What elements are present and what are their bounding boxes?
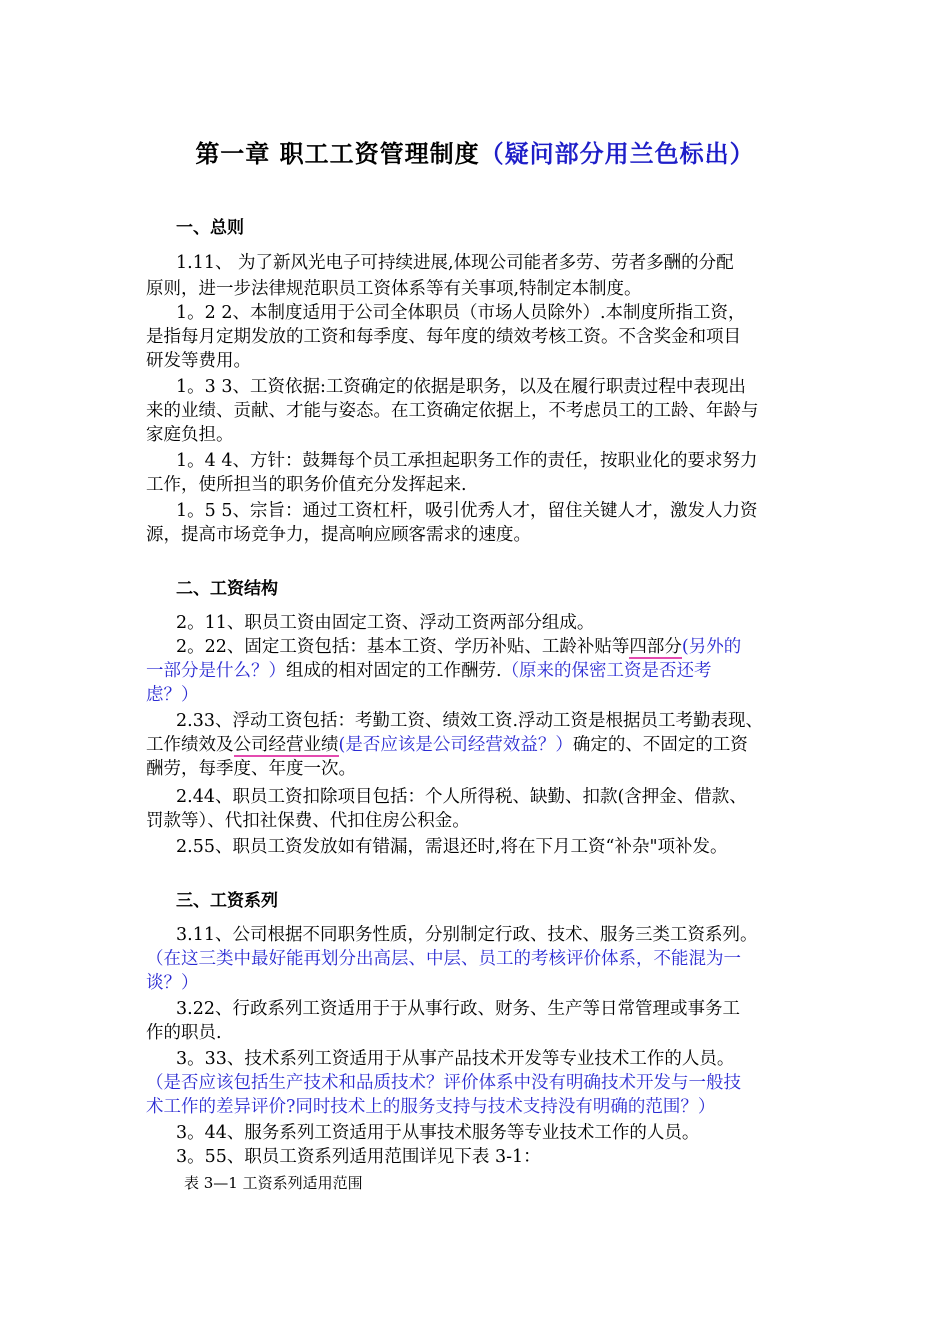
text-run: 2。22、固定工资包括：基本工资、学历补贴、工龄补贴等 (176, 637, 630, 657)
paragraph-line (146, 732, 748, 758)
question-note: (是否应该是公司经营效益？） (338, 735, 573, 755)
paragraph-line: 罚款等）、代扣社保费、代扣住房公积金。 (146, 811, 470, 831)
underlined-text: 公司经营业绩 (233, 735, 339, 755)
paragraph-line: 3。33、技术系列工资适用于从事产品技术开发等专业技术工作的人员。 (176, 1049, 735, 1069)
section-heading-general: 一、总则 (176, 218, 244, 238)
title-main: 第一章 职工工资管理制度 (195, 140, 480, 168)
text-run: 组成的相对固定的工作酬劳. (286, 661, 502, 681)
section-heading-salary-structure: 二、工资结构 (176, 579, 278, 599)
section-heading-salary-series: 三、工资系列 (176, 891, 278, 911)
page-title (0, 134, 950, 169)
paragraph-line: 来的业绩、贡献、才能与姿态。在工资确定依据上，不考虑员工的工龄、年龄与 (146, 401, 759, 421)
question-note: （在这三类中最好能再划分出高层、中层、员工的考核评价体系，不能混为一 (146, 949, 741, 969)
paragraph-line: 2.55、职员工资发放如有错漏，需退还时,将在下月工资“补杂"项补发。 (176, 837, 728, 857)
text-run: 确定的、不固定的工资 (572, 735, 748, 755)
question-note: （原来的保密工资是否还考 (501, 661, 712, 681)
paragraph-line: 家庭负担。 (146, 425, 234, 445)
question-note: 虑？） (146, 685, 199, 705)
paragraph-line: 2.44、职员工资扣除项目包括：个人所得税、缺勤、扣款(含押金、借款、 (176, 787, 747, 807)
paragraph-line: 是指每月定期发放的工资和每季度、每年度的绩效考核工资。不含奖金和项目 (146, 327, 741, 347)
paragraph-line: 3.11、公司根据不同职务性质，分别制定行政、技术、服务三类工资系列。 (176, 925, 758, 945)
paragraph-line: 3。44、服务系列工资适用于从事技术服务等专业技术工作的人员。 (176, 1123, 700, 1143)
text-run: 工作绩效及 (146, 735, 234, 755)
paragraph-line: 3.22、行政系列工资适用于于从事行政、财务、生产等日常管理或事务工 (176, 999, 740, 1019)
paragraph-line: 研发等费用。 (146, 351, 251, 371)
paragraph-line: 1。4 4、方针：鼓舞每个员工承担起职务工作的责任，按职业化的要求努力 (176, 451, 758, 471)
title-note: （疑问部分用兰色标出） (479, 140, 755, 168)
question-note: (另外的 (681, 637, 742, 657)
paragraph-line (176, 634, 741, 660)
paragraph-line: 1。3 3、工资依据:工资确定的依据是职务，以及在履行职责过程中表现出 (176, 377, 746, 397)
paragraph-line: 1.11、 为了新风光电子可持续进展,体现公司能者多劳、劳者多酬的分配 (176, 253, 734, 273)
paragraph-line: 源，提高市场竞争力，提高响应顾客需求的速度。 (146, 525, 531, 545)
question-note: 一部分是什么？） (146, 661, 286, 681)
paragraph-line: 3。55、职员工资系列适用范围详见下表 3-1： (176, 1147, 541, 1167)
question-note: 谈？） (146, 973, 199, 993)
paragraph-line: 1。5 5、宗旨：通过工资杠杆，吸引优秀人才，留住关键人才，激发人力资 (176, 501, 758, 521)
underlined-text: 四部分 (629, 637, 682, 657)
paragraph-line: 2.33、浮动工资包括：考勤工资、绩效工资.浮动工资是根据员工考勤表现、 (176, 711, 764, 731)
paragraph-line: 原则，进一步法律规范职员工资体系等有关事项,特制定本制度。 (146, 279, 642, 299)
table-caption: 表 3—1 工资系列适用范围 (184, 1174, 363, 1192)
paragraph-line: 酬劳，每季度、年度一次。 (146, 759, 356, 779)
paragraph-line: 工作，使所担当的职务价值充分发挥起来. (146, 475, 467, 495)
paragraph-line: 1。2 2、本制度适用于公司全体职员（市场人员除外）.本制度所指工资， (176, 303, 746, 323)
question-note: 术工作的差异评价?同时技术上的服务支持与技术支持没有明确的范围？） (146, 1097, 716, 1117)
paragraph-line: 作的职员. (146, 1023, 222, 1043)
question-note: （是否应该包括生产技术和品质技术？评价体系中没有明确技术开发与一般技 (146, 1073, 741, 1093)
paragraph-line (146, 658, 712, 684)
paragraph-line: 2。11、职员工资由固定工资、浮动工资两部分组成。 (176, 613, 595, 633)
